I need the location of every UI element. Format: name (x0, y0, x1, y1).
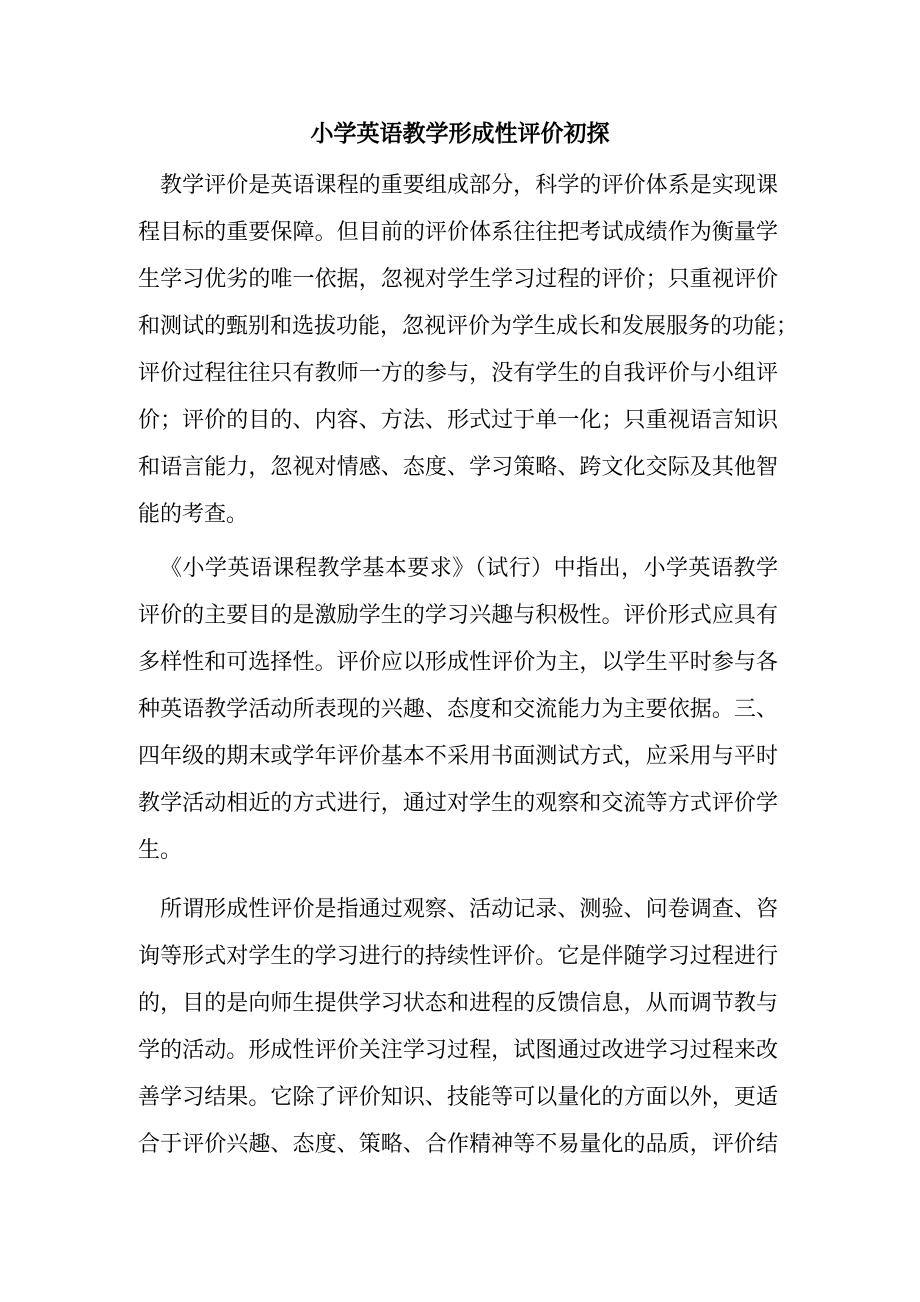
paragraph-2-line-6: 教学活动相近的方式进行，通过对学生的观察和交流等方式评价学 (138, 791, 778, 816)
paragraph-2-line-2: 评价的主要目的是激励学生的学习兴趣与积极性。评价形式应具有 (138, 603, 778, 628)
paragraph-1-line-7: 和语言能力，忽视对情感、态度、学习策略、跨文化交际及其他智 (138, 455, 778, 480)
paragraph-1-line-6: 价；评价的目的、内容、方法、形式过于单一化；只重视语言知识 (138, 408, 778, 433)
paragraph-3-line-1: 所谓形成性评价是指通过观察、活动记录、测验、问卷调查、咨 (160, 897, 778, 922)
paragraph-1-line-4: 和测试的甄别和选拔功能，忽视评价为学生成长和发展服务的功能； (138, 314, 799, 339)
paragraph-2-line-3: 多样性和可选择性。评价应以形成性评价为主，以学生平时参与各 (138, 650, 778, 675)
paragraph-2-line-7: 生。 (138, 838, 183, 863)
paragraph-1-line-5: 评价过程往往只有教师一方的参与，没有学生的自我评价与小组评 (138, 361, 778, 386)
paragraph-3-line-5: 善学习结果。它除了评价知识、技能等可以量化的方面以外，更适 (138, 1085, 778, 1110)
paragraph-2-line-5: 四年级的期末或学年评价基本不采用书面测试方式，应采用与平时 (138, 744, 778, 769)
paragraph-3-line-2: 询等形式对学生的学习进行的持续性评价。它是伴随学习过程进行 (138, 944, 778, 969)
paragraph-1-line-3: 生学习优劣的唯一依据，忽视对学生学习过程的评价；只重视评价 (138, 267, 778, 292)
paragraph-3-line-3: 的，目的是向师生提供学习状态和进程的反馈信息，从而调节教与 (138, 991, 778, 1016)
paragraph-2-line-1: 《小学英语课程教学基本要求》（试行）中指出，小学英语教学 (160, 556, 778, 581)
paragraph-2-line-4: 种英语教学活动所表现的兴趣、态度和交流能力为主要依据。三、 (138, 697, 778, 722)
paragraph-1-line-2: 程目标的重要保障。但目前的评价体系往往把考试成绩作为衡量学 (138, 220, 778, 245)
paragraph-1-line-1: 教学评价是英语课程的重要组成部分，科学的评价体系是实现课 (160, 173, 778, 198)
paragraph-3-line-6: 合于评价兴趣、态度、策略、合作精神等不易量化的品质，评价结 (138, 1132, 778, 1157)
paragraph-3-line-4: 学的活动。形成性评价关注学习过程，试图通过改进学习过程来改 (138, 1038, 778, 1063)
paragraph-1-line-8: 能的考查。 (138, 502, 249, 527)
document-title: 小学英语教学形成性评价初探 (310, 120, 610, 147)
